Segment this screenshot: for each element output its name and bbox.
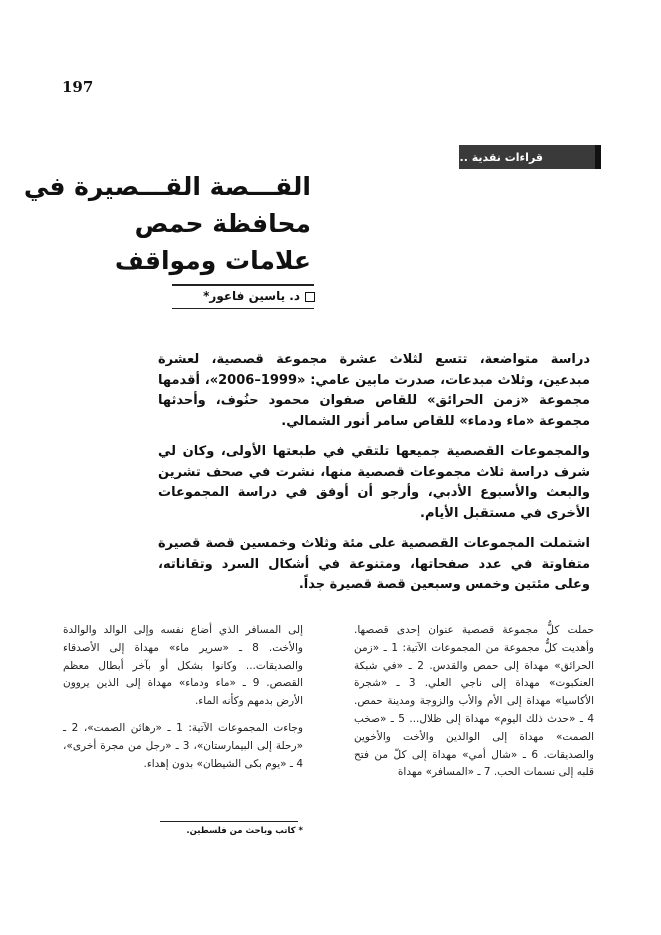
intro-text <box>158 350 590 606</box>
title-line: علامات ومواقف <box>114 246 311 275</box>
square-bullet-icon <box>305 292 315 302</box>
intro-paragraph: والمجموعات القصصية جميعها تلتقي في طبعتها الأولى، وكان لي شرف دراسة ثلاث مجموعات قصصية منها، نشرت في صحف تشرين والبعث والأسبوع الأدبي، وأرجو أن أوفق في دراسة المجموعات الأخرى في مستقبل الأيام. <box>158 444 590 521</box>
intro-paragraph: دراسة متواضعة، تتسع لثلاث عشرة مجموعة قصصية، لعشرة مبدعين، وثلاث مبدعات، صدرت مابين عامي: «1999–2006»، أقدمها مجموعة «زمن الحرائق» للقاص صفوان محمود حنُوف، وأحدثها مجموعة «ماء ودماء» للقاص سامر أنور الشمالي. <box>158 352 590 429</box>
body-paragraph: وجاءت المجموعات الآتية: 1 ـ «رهائن الصمت»، 2 ـ «رحلة إلى البيمارستان»، 3 ـ «رجل من مجرة أخرى»، 4 ـ «يوم بكى الشيطان» بدون إهداء. <box>63 721 303 770</box>
footnote-rule <box>160 821 298 822</box>
article-title <box>24 168 311 279</box>
body-paragraph: إلى المسافر الذي أضاع نفسه وإلى الوالد والوالدة والأخت. 8 ـ «سرير ماء» مهداة إلى الأصدقاء والصديقات... وكانوا بشكل أو بآخر أبطال معظم القصص. 9 ـ «ماء ودماء» مهداة إلى الذين يروون الأرض بدمهم وكأنه الماء. <box>63 624 303 708</box>
author-byline <box>203 289 315 303</box>
section-label-text: قراءات نقدية .. <box>459 150 543 164</box>
body-column-left <box>63 622 303 782</box>
title-line: القـــصة القـــصيرة في <box>23 172 311 201</box>
section-label <box>459 145 601 169</box>
author-bottom-rule <box>172 308 314 309</box>
body-paragraph: حملت كلُّ مجموعة قصصية عنوان إحدى قصصها. وأهديت كلُّ مجموعة من المجموعات الآتية: 1 ـ «زمن الحرائق» مهداة إلى حمص والقدس. 2 ـ «في شبكة العنكبوت» مهداة إلى ناجي العلي. 3 ـ «شجرة الأكاسيا» مهداة إلى الأم والأب والزوجة ومدينة حمص. 4 ـ «حدث ذلك اليوم» مهداة إلى ظلال... 5 ـ «صخب الصمت» مهداة إلى الوالدين والأخت والأخوين والصديقات. 6 ـ «شال أمي» مهداة إلى كلّ من فتح قلبه إلى نسمات الحب. 7 ـ «المسافر» مهداة <box>354 624 594 779</box>
page-number: 197 <box>62 78 94 96</box>
footnote: * كاتب وباحث من فلسطين. <box>186 826 303 836</box>
intro-paragraph: اشتملت المجموعات القصصية على مئة وثلاث وخمسين قصة قصيرة متفاوتة في عدد صفحاتها، ومتنوعة في أشكال السرد وتقاناته، وعلى مئتين وخمس وسبعين قصة قصيرة جداً. <box>158 536 590 592</box>
body-column-right <box>354 622 594 791</box>
title-line: محافظة حمص <box>134 209 311 238</box>
author-top-rule <box>172 284 314 286</box>
author-name: د. ياسين فاعور* <box>203 289 300 303</box>
